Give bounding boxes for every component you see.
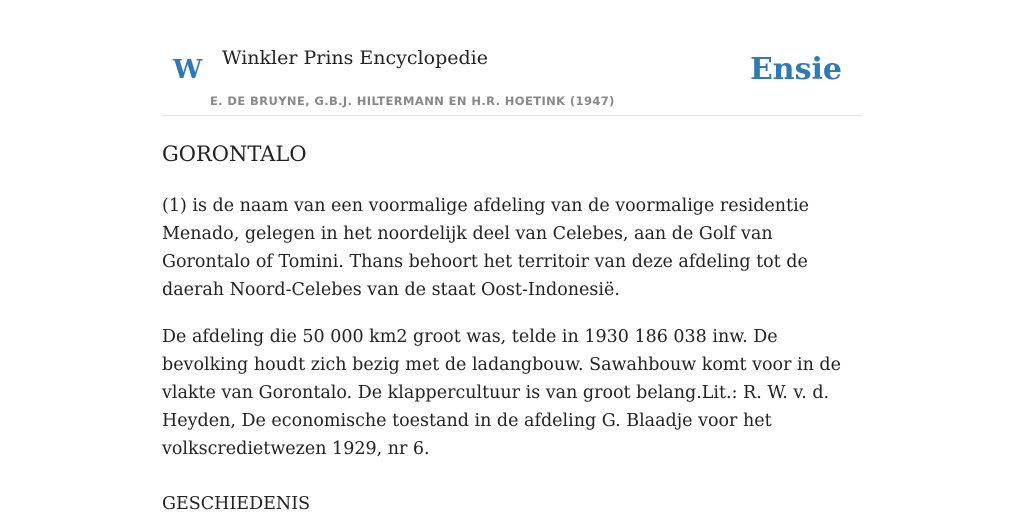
publication-title[interactable]: Winkler Prins Encyclopedie [222, 47, 488, 69]
page [162, 0, 862, 514]
article-paragraph-1: (1) is de naam van een voormalige afdeling van de voormalige residentie Menado, gelegen in het noordelijk deel van Celebes, aan de Golf van Gorontalo of Tomini. Thans behoort het territoir van deze afdeling tot de daerah Noord-Celebes van de staat Oost-Indonesië. [162, 196, 810, 300]
section-heading-geschiedenis: GESCHIEDENIS [162, 494, 311, 514]
winkler-prins-logo[interactable]: W [173, 55, 203, 85]
authors-line: E. DE BRUYNE, G.B.J. HILTERMANN EN H.R. HOETINK (1947) [210, 94, 615, 108]
ensie-logo[interactable]: Ensie [749, 52, 842, 87]
article-title: GORONTALO [162, 142, 307, 166]
article-paragraph-2: De afdeling die 50 000 km2 groot was, telde in 1930 186 038 inw. De bevolking houdt zich bezig met de ladangbouw. Sawahbouw komt voor in de vlakte van Gorontalo. De klappercultuur is van groot belang.Lit.: R. W. v. d. Heyden, De economische toestand in de afdeling G. Blaadje voor het volkscredietwezen 1929, nr 6. [162, 327, 841, 459]
header [162, 0, 862, 116]
